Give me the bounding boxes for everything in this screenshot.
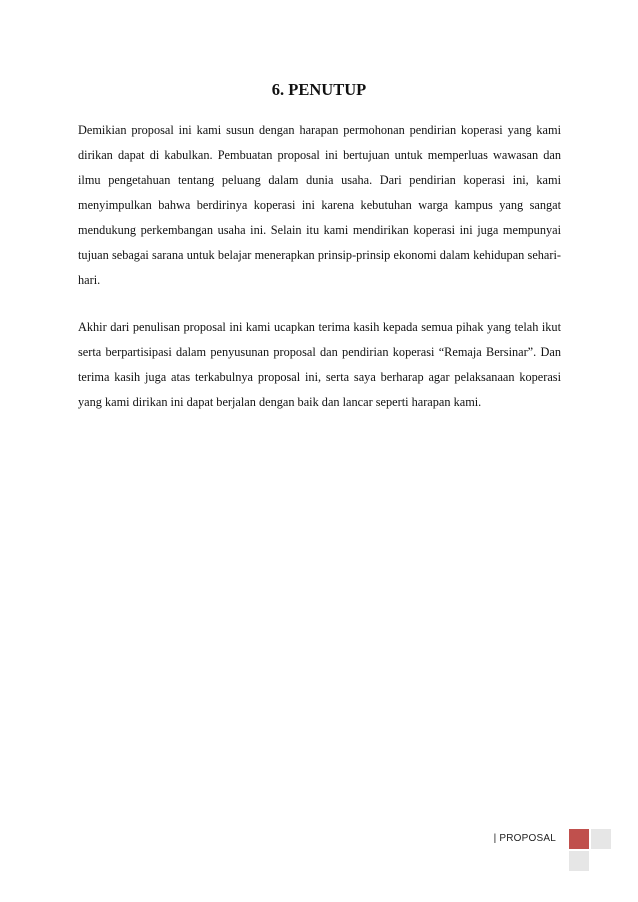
footer-square-grey [569,851,589,871]
footer-square-red [569,829,589,849]
paragraph-thanks: Akhir dari penulisan proposal ini kami ucapkan terima kasih kepada semua pihak yang telah ikut serta berpartisipasi dalam penyusunan proposal dan pendirian koperasi “Remaja Bersinar”. Dan terima kasih juga atas terkabulnya proposal ini, serta saya berharap agar pelaksanaan koperasi yang kami dirikan ini dapat berjalan dengan baik dan lancar seperti harapan kami. [78,320,561,409]
footer-square-grey [591,829,611,849]
footer-label: | PROPOSAL [493,833,556,844]
footer-decoration [569,829,613,873]
page-title: 6. PENUTUP [271,80,367,99]
document-body [78,118,561,415]
paragraph-closing: Demikian proposal ini kami susun dengan harapan permohonan pendirian koperasi yang kami dirikan dapat di kabulkan. Pembuatan proposal ini bertujuan untuk memperluas wawasan dan ilmu pengetahuan tentang peluang dalam dunia usaha. Dari pendirian koperasi ini, kami menyimpulkan bahwa berdirinya koperasi ini karena kebutuhan warga kampus yang sangat mendukung perkembangan usaha ini. Selain itu kami mendirikan koperasi ini juga mempunyai tujuan sebagai sarana untuk belajar menerapkan prinsip-prinsip ekonomi dalam kehidupan sehari-hari. [78,123,561,287]
